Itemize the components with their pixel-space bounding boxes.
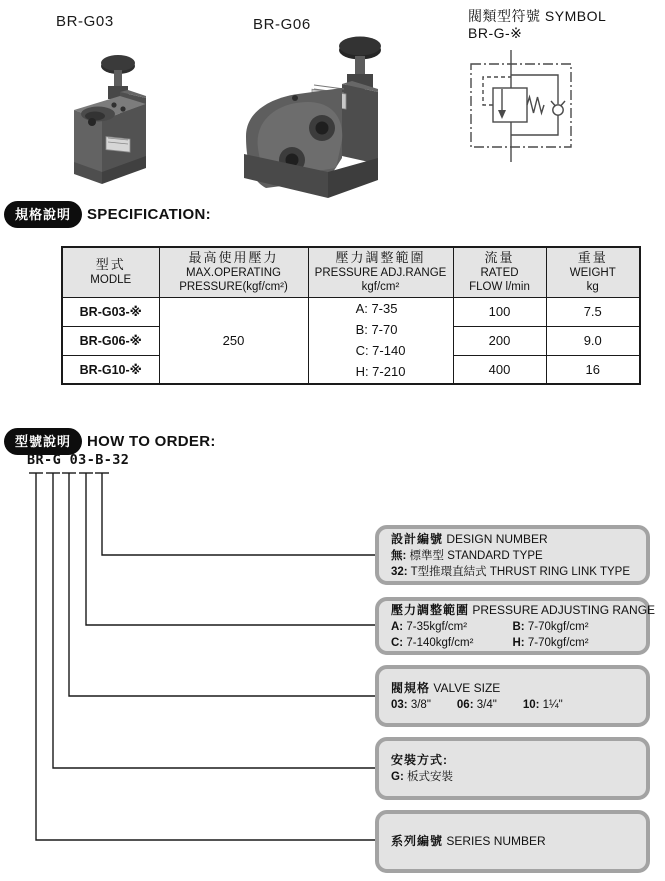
table-row xyxy=(62,297,640,326)
order-section-badge: 型號說明 xyxy=(4,428,82,455)
box-title-zh: 安裝方式: xyxy=(391,753,448,767)
box-title-zh: 閥規格 xyxy=(391,680,431,695)
box-title-en: DESIGN NUMBER xyxy=(446,531,548,546)
spec-table xyxy=(61,246,641,385)
col-header-rated-flow: 流量 RATED FLOW l/min xyxy=(453,247,546,297)
order-box-pressure-range: 壓力調整範圍 PRESSURE ADJUSTING RANGE A: 7-35kgf/cm² B: 7-70kgf/cm² C: 7-140kgf/cm² H: 7-70kgf/cm² xyxy=(375,597,650,655)
order-connector-lines xyxy=(0,465,380,855)
model-cell: BR-G10-※ xyxy=(62,355,159,384)
order-section-heading: HOW TO ORDER: xyxy=(87,433,216,450)
valve-photo-br-g06 xyxy=(232,28,438,200)
product-label-br-g06: BR-G06 xyxy=(253,16,311,33)
symbol-code: BR-G-※ xyxy=(468,25,523,41)
col-header-adj-range: 壓力調整範圍 PRESSURE ADJ.RANGE kgf/cm² xyxy=(308,247,453,297)
box-title-en: PRESSURE ADJUSTING RANGE xyxy=(472,602,656,617)
box-title-zh: 壓力調整範圍 xyxy=(391,602,470,617)
flow-cell: 100 xyxy=(453,297,546,326)
adj-range-cell: A: 7-35 B: 7-70 C: 7-140 H: 7-210 xyxy=(308,297,453,384)
flow-cell: 400 xyxy=(453,355,546,384)
valve-photo-br-g03 xyxy=(62,44,174,188)
col-header-max-pressure: 最高使用壓力 MAX.OPERATING PRESSURE(kgf/cm²) xyxy=(159,247,308,297)
spec-section-badge: 規格說明 xyxy=(4,201,82,228)
symbol-title: 閥類型符號 SYMBOL xyxy=(468,8,607,24)
order-box-mounting: 安裝方式: G: 板式安裝 xyxy=(375,737,650,800)
box-title-zh: 設計編號 xyxy=(391,531,444,546)
box-title-en: SERIES NUMBER xyxy=(446,834,546,848)
order-box-design-number: 設計編號 DESIGN NUMBER 無: 標準型 STANDARD TYPE 32: T型推環直結式 THRUST RING LINK TYPE xyxy=(375,525,650,585)
weight-cell: 7.5 xyxy=(546,297,640,326)
flow-cell: 200 xyxy=(453,326,546,355)
order-model-code: BR-G 03-B-32 xyxy=(27,452,130,468)
spec-table-header-row xyxy=(62,247,640,297)
col-header-model: 型式 MODLE xyxy=(62,247,159,297)
spec-section-heading: SPECIFICATION: xyxy=(87,206,211,223)
model-cell: BR-G03-※ xyxy=(62,297,159,326)
box-title-zh: 系列編號 xyxy=(391,834,444,848)
order-box-series-number xyxy=(375,810,650,873)
weight-cell: 16 xyxy=(546,355,640,384)
weight-cell: 9.0 xyxy=(546,326,640,355)
model-cell: BR-G06-※ xyxy=(62,326,159,355)
col-header-weight: 重量 WEIGHT kg xyxy=(546,247,640,297)
box-title-en: VALVE SIZE xyxy=(433,680,501,695)
max-pressure-cell: 250 xyxy=(159,297,308,384)
hydraulic-symbol xyxy=(465,45,650,170)
order-box-valve-size: 閥規格 VALVE SIZE 03: 3/8" 06: 3/4" 10: 1¼" xyxy=(375,665,650,727)
product-label-br-g03: BR-G03 xyxy=(56,13,114,30)
